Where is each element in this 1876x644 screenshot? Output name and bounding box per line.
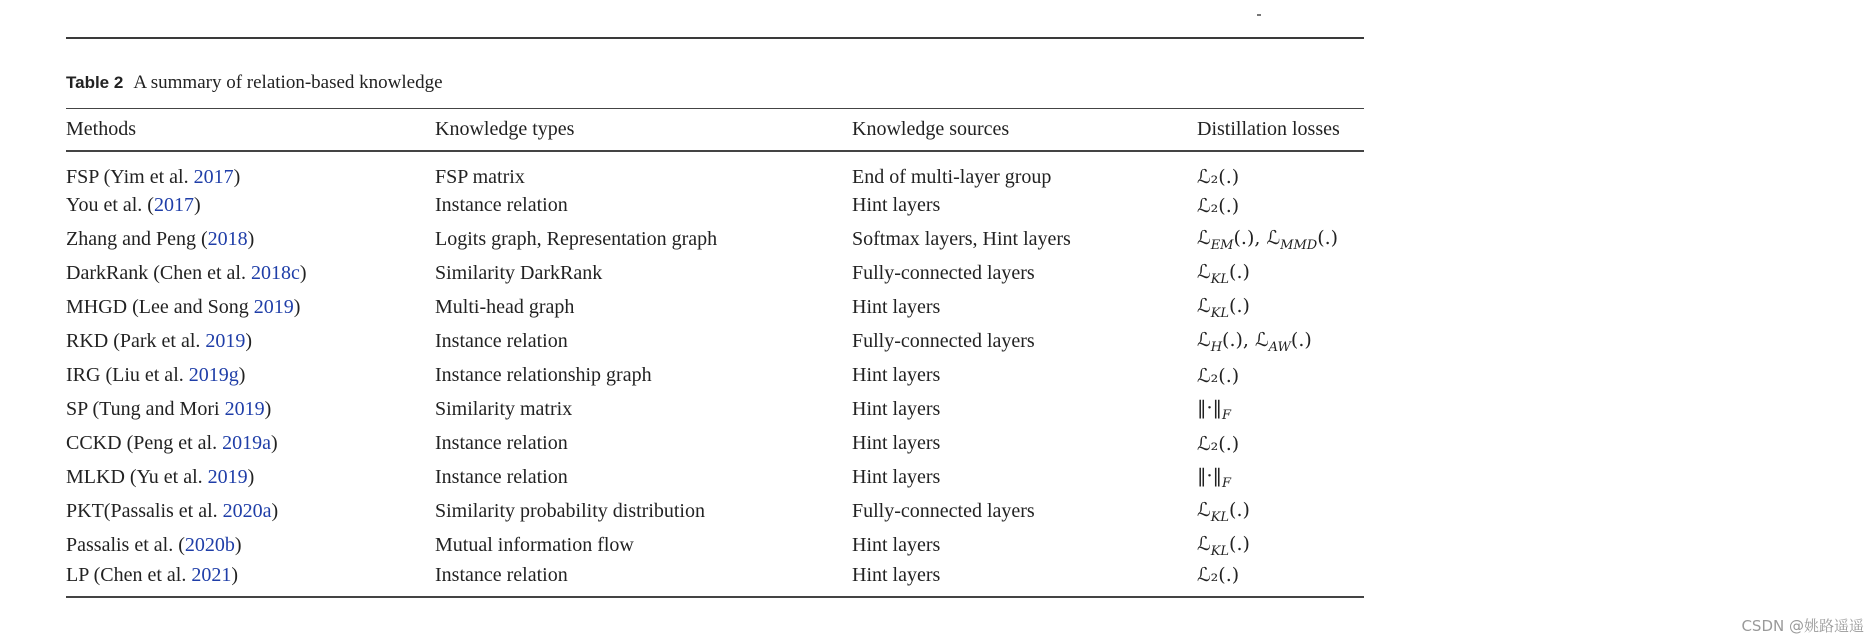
table-body (66, 151, 1364, 597)
table-row (66, 359, 1364, 393)
watermark: CSDN @姚路遥遥 (1741, 617, 1864, 635)
header-knowledge-types: Knowledge types (435, 109, 852, 151)
method-name: CCKD (Peng et al. (66, 432, 223, 454)
method-close: ) (193, 194, 201, 216)
method-name: LP (Chen et al. (66, 563, 192, 586)
method-name: SP (Tung and Mori (66, 398, 225, 420)
method-close: ) (247, 228, 255, 250)
cell-knowledge-source: End of multi-layer group (852, 165, 1052, 188)
method-close: ) (234, 534, 242, 556)
cell-knowledge-type: Logits graph, Representation graph (435, 228, 718, 250)
table-row (66, 563, 1364, 597)
citation-link[interactable]: 2020b (184, 534, 235, 556)
cell-knowledge-source: Fully-connected layers (852, 500, 1035, 522)
cell-knowledge-type: Instance relation (435, 330, 568, 352)
cell-distillation-loss: $‖\cdot‖_F$ (1197, 464, 1232, 491)
header-methods: Methods (66, 109, 435, 151)
cell-method (66, 291, 435, 325)
table-caption-label: Table 2 (66, 73, 124, 92)
table-row (66, 461, 1364, 495)
cell-knowledge-type: FSP matrix (435, 165, 525, 188)
cell-distillation-loss: ℒ$_{KL}$(.) (1197, 260, 1250, 287)
method-name: MHGD (Lee and Song (66, 296, 254, 318)
cell-knowledge-type: Similarity DarkRank (435, 262, 603, 284)
table-header-row (66, 109, 1364, 151)
method-close: ) (264, 398, 272, 420)
cell-distillation-loss: ℒ₂(.) (1197, 432, 1240, 455)
cell-knowledge-source: Fully-connected layers (852, 330, 1035, 352)
cell-distillation-loss: ℒ₂(.) (1197, 563, 1364, 597)
cell-method (66, 151, 435, 189)
table-row (66, 189, 1364, 223)
citation-link[interactable]: 2019 (253, 296, 294, 318)
table-row (66, 529, 1364, 563)
method-name: IRG (Liu et al. (66, 364, 189, 386)
cell-knowledge-source: Hint layers (852, 398, 941, 420)
cell-distillation-loss: ℒ$_{KL}$(.) (1197, 532, 1250, 559)
cell-knowledge-type: Mutual information flow (435, 534, 634, 556)
cell-method (66, 461, 435, 495)
page-top-rule (66, 37, 1364, 39)
method-close: ) (247, 466, 255, 488)
table-row (66, 257, 1364, 291)
method-name: You et al. ( (66, 194, 154, 216)
method-close: ) (270, 432, 278, 454)
table-row (66, 291, 1364, 325)
table-caption-text: A summary of relation-based knowledge (133, 72, 443, 93)
table-row (66, 393, 1364, 427)
cell-knowledge-source: Hint layers (852, 563, 1197, 597)
cell-knowledge-source: Hint layers (852, 194, 941, 216)
scan-mark (1257, 14, 1261, 16)
relation-knowledge-table (66, 108, 1364, 598)
cell-knowledge-type: Similarity probability distribution (435, 500, 705, 522)
citation-link[interactable]: 2020a (222, 500, 272, 522)
cell-knowledge-source: Hint layers (852, 432, 941, 454)
method-close: ) (238, 364, 246, 386)
citation-link[interactable]: 2019g (188, 364, 239, 386)
cell-knowledge-type: Similarity matrix (435, 398, 573, 420)
cell-method (66, 325, 435, 359)
cell-knowledge-source: Hint layers (852, 534, 941, 556)
method-close: ) (299, 262, 307, 284)
cell-method (66, 189, 435, 223)
cell-method (66, 257, 435, 291)
cell-distillation-loss: ℒ$_{KL}$(.) (1197, 294, 1250, 321)
citation-link[interactable]: 2019 (207, 466, 248, 488)
cell-knowledge-type: Instance relationship graph (435, 364, 652, 386)
cell-distillation-loss: ℒ$_H$(.), ℒ$_{AW}$(.) (1197, 328, 1312, 355)
cell-knowledge-type: Multi-head graph (435, 296, 575, 318)
cell-knowledge-type: Instance relation (435, 432, 568, 454)
header-knowledge-sources: Knowledge sources (852, 109, 1197, 151)
table-row (66, 151, 1364, 189)
citation-link[interactable]: 2019 (224, 398, 265, 420)
cell-distillation-loss: ℒ₂(.) (1197, 194, 1240, 217)
cell-distillation-loss: ℒ₂(.) (1197, 166, 1240, 188)
cell-knowledge-source: Fully-connected layers (852, 262, 1035, 284)
citation-link[interactable]: 2019a (222, 432, 271, 454)
cell-knowledge-source: Softmax layers, Hint layers (852, 228, 1071, 250)
header-distillation-losses: Distillation losses (1197, 109, 1364, 151)
citation-link[interactable]: 2017 (193, 165, 234, 188)
method-name: PKT(Passalis et al. (66, 500, 223, 522)
method-name: FSP (Yim et al. (66, 165, 194, 188)
cell-method (66, 223, 435, 257)
method-close: ) (245, 330, 253, 352)
method-name: MLKD (Yu et al. (66, 466, 208, 488)
method-name: DarkRank (Chen et al. (66, 262, 251, 284)
cell-knowledge-source: Hint layers (852, 364, 941, 386)
citation-link[interactable]: 2021 (191, 563, 232, 586)
method-close: ) (293, 296, 301, 318)
citation-link[interactable]: 2019 (205, 330, 246, 352)
cell-distillation-loss: ℒ₂(.) (1197, 364, 1240, 387)
method-name: Zhang and Peng ( (66, 228, 208, 250)
method-close: ) (233, 165, 241, 188)
cell-knowledge-source: Hint layers (852, 466, 941, 488)
citation-link[interactable]: 2018c (250, 262, 300, 284)
cell-knowledge-type: Instance relation (435, 466, 568, 488)
cell-method (66, 393, 435, 427)
cell-knowledge-type: Instance relation (435, 563, 852, 597)
table-row (66, 223, 1364, 257)
method-name: RKD (Park et al. (66, 330, 206, 352)
table-row (66, 427, 1364, 461)
table-row (66, 325, 1364, 359)
cell-distillation-loss: ℒ$_{KL}$(.) (1197, 498, 1250, 525)
citation-link[interactable]: 2018 (207, 228, 248, 250)
table-row (66, 495, 1364, 529)
cell-method (66, 427, 435, 461)
table-caption (66, 72, 443, 94)
method-name: Passalis et al. ( (66, 534, 185, 556)
cell-method (66, 529, 435, 563)
method-close: ) (231, 563, 239, 586)
cell-knowledge-type: Instance relation (435, 194, 568, 216)
method-close: ) (271, 500, 279, 522)
cell-distillation-loss: $‖\cdot‖_F$ (1197, 396, 1232, 423)
cell-method (66, 495, 435, 529)
cell-distillation-loss: ℒ$_{EM}$(.), ℒ$_{MMD}$(.) (1197, 226, 1339, 253)
citation-link[interactable]: 2017 (153, 194, 194, 216)
cell-method (66, 563, 435, 597)
cell-knowledge-source: Hint layers (852, 296, 941, 318)
cell-method (66, 359, 435, 393)
